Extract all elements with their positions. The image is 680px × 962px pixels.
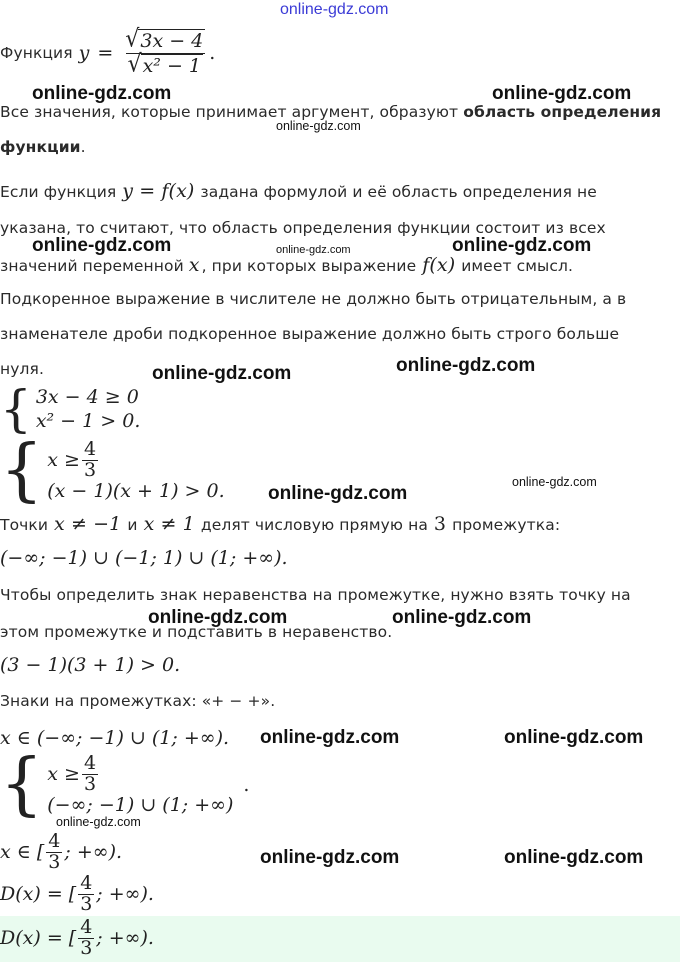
para2-line2: указана, то считают, что область определения функции состоит из всех — [0, 219, 606, 237]
para2-text-a: Если функция — [0, 183, 117, 201]
points-text-a: Точки — [0, 516, 49, 534]
function-end: . — [209, 42, 216, 64]
result-2-den: 3 — [80, 892, 93, 915]
system-3-fraction — [82, 751, 98, 795]
para2-text-e: , при которых выражение — [201, 257, 417, 275]
function-label: Функция — [0, 44, 73, 62]
points-text-d: промежутка: — [452, 516, 561, 534]
function-fraction: √ 3x − 4 √ x² − 1 — [125, 25, 204, 78]
system-3-dot: . — [243, 774, 250, 796]
para3-line1: Подкоренное выражение в числителе не должно быть отрицательным, а в — [0, 290, 627, 308]
watermark: online-gdz.com — [152, 363, 292, 384]
watermark: online-gdz.com — [396, 355, 536, 376]
function-eq: = — [97, 42, 114, 64]
result-2-rhs: ; +∞). — [96, 883, 154, 906]
watermark: online-gdz.com — [32, 235, 172, 256]
para2-math-fx: f(x) — [422, 254, 456, 276]
answer-line — [0, 918, 154, 959]
system-1-row-2: x² − 1 > 0. — [35, 410, 141, 432]
system-3-row-1: x ≥ — [47, 763, 80, 785]
answer-lhs: D(x) = [ — [0, 927, 77, 950]
system-1 — [0, 380, 141, 438]
system-2-row-1: x ≥ — [47, 449, 80, 471]
result-1-num: 4 — [48, 830, 61, 852]
para2-line1 — [0, 180, 597, 202]
answer-num: 4 — [80, 916, 93, 938]
system-2-brace: { — [0, 431, 44, 510]
result-2-fraction — [78, 874, 94, 915]
check-line: (3 − 1)(3 + 1) > 0. — [0, 654, 181, 676]
watermark: online-gdz.com — [260, 727, 400, 748]
result-1-lhs: x ∈ [ — [0, 841, 45, 864]
function-definition — [0, 24, 215, 82]
para4-line1: Чтобы определить знак неравенства на промежутке, нужно взять точку на — [0, 586, 631, 604]
watermark: online-gdz.com — [32, 83, 172, 104]
para1-term-end: функции — [0, 138, 81, 156]
points-math-2: x ≠ 1 — [143, 513, 195, 535]
watermark: online-gdz.com — [492, 83, 632, 104]
system-2-fraction — [82, 437, 98, 481]
result-1-den: 3 — [48, 850, 61, 873]
points-math-1: x ≠ −1 — [54, 513, 122, 535]
para2-text-b: задана формулой и её область определения не — [200, 183, 597, 201]
function-y: y — [78, 42, 90, 64]
result-2-lhs: D(x) = [ — [0, 883, 77, 906]
answer-den: 3 — [80, 936, 93, 959]
para3-line3: нуля. — [0, 360, 44, 378]
signs-line: Знаки на промежутках: «+ − +». — [0, 692, 276, 710]
result-1-rhs: ; +∞). — [64, 841, 123, 864]
denominator-radicand: x² − 1 — [142, 54, 202, 77]
system-2-frac-num: 4 — [83, 437, 97, 460]
result-2-num: 4 — [80, 872, 93, 894]
system-2-frac-den: 3 — [83, 458, 97, 481]
watermark: online-gdz.com — [276, 244, 351, 256]
watermark: online-gdz.com — [392, 607, 532, 628]
answer-fraction — [78, 918, 94, 959]
watermark: online-gdz.com — [504, 847, 644, 868]
watermark: online-gdz.com — [504, 727, 644, 748]
points-line — [0, 513, 560, 535]
numerator-radicand: 3x − 4 — [140, 29, 204, 52]
points-text-c: делят числовую прямую на — [200, 516, 428, 534]
result-2 — [0, 874, 154, 915]
points-text-b: и — [127, 516, 138, 534]
para2-text-f: имеет смысл. — [461, 257, 574, 275]
watermark: online-gdz.com — [260, 847, 400, 868]
result-1 — [0, 832, 122, 873]
intervals-line: (−∞; −1) ∪ (−1; 1) ∪ (1; +∞). — [0, 547, 288, 569]
para1-line2 — [0, 138, 86, 156]
watermark: online-gdz.com — [268, 483, 408, 504]
para3-line2: знаменателе дроби подкоренное выражение должно быть строго больше — [0, 325, 620, 343]
top-watermark: online-gdz.com — [280, 1, 389, 18]
result-1-fraction — [46, 832, 62, 873]
answer-rhs: ; +∞). — [96, 927, 154, 950]
system-3-frac-num: 4 — [83, 751, 97, 774]
para2-line3 — [0, 254, 573, 276]
system-2 — [0, 431, 225, 510]
x-in-line: x ∈ (−∞; −1) ∪ (1; +∞). — [0, 727, 230, 749]
system-1-row-1: 3x − 4 ≥ 0 — [35, 386, 139, 408]
watermark: online-gdz.com — [512, 475, 597, 489]
system-3-brace: { — [0, 745, 44, 824]
system-1-brace: { — [0, 380, 32, 438]
system-3-row-2: (−∞; −1) ∪ (1; +∞) — [47, 794, 234, 817]
para2-math-yfx: y = f(x) — [122, 180, 195, 202]
watermark: online-gdz.com — [276, 119, 361, 133]
para4-line2: этом промежутке и подставить в неравенство. — [0, 623, 393, 641]
system-3-frac-den: 3 — [83, 772, 97, 795]
para2-text-d: значений переменной — [0, 257, 184, 275]
watermark: online-gdz.com — [56, 815, 141, 829]
system-2-row-2: (x − 1)(x + 1) > 0. — [47, 480, 225, 503]
points-math-3: 3 — [433, 513, 447, 535]
watermark: online-gdz.com — [452, 235, 592, 256]
para1-dot: . — [80, 138, 86, 156]
watermark: online-gdz.com — [148, 607, 288, 628]
para2-math-x: x — [188, 254, 200, 276]
para1-term: область определения — [463, 103, 662, 121]
para1-text: Все значения, которые принимает аргумент, образуют — [0, 103, 459, 121]
